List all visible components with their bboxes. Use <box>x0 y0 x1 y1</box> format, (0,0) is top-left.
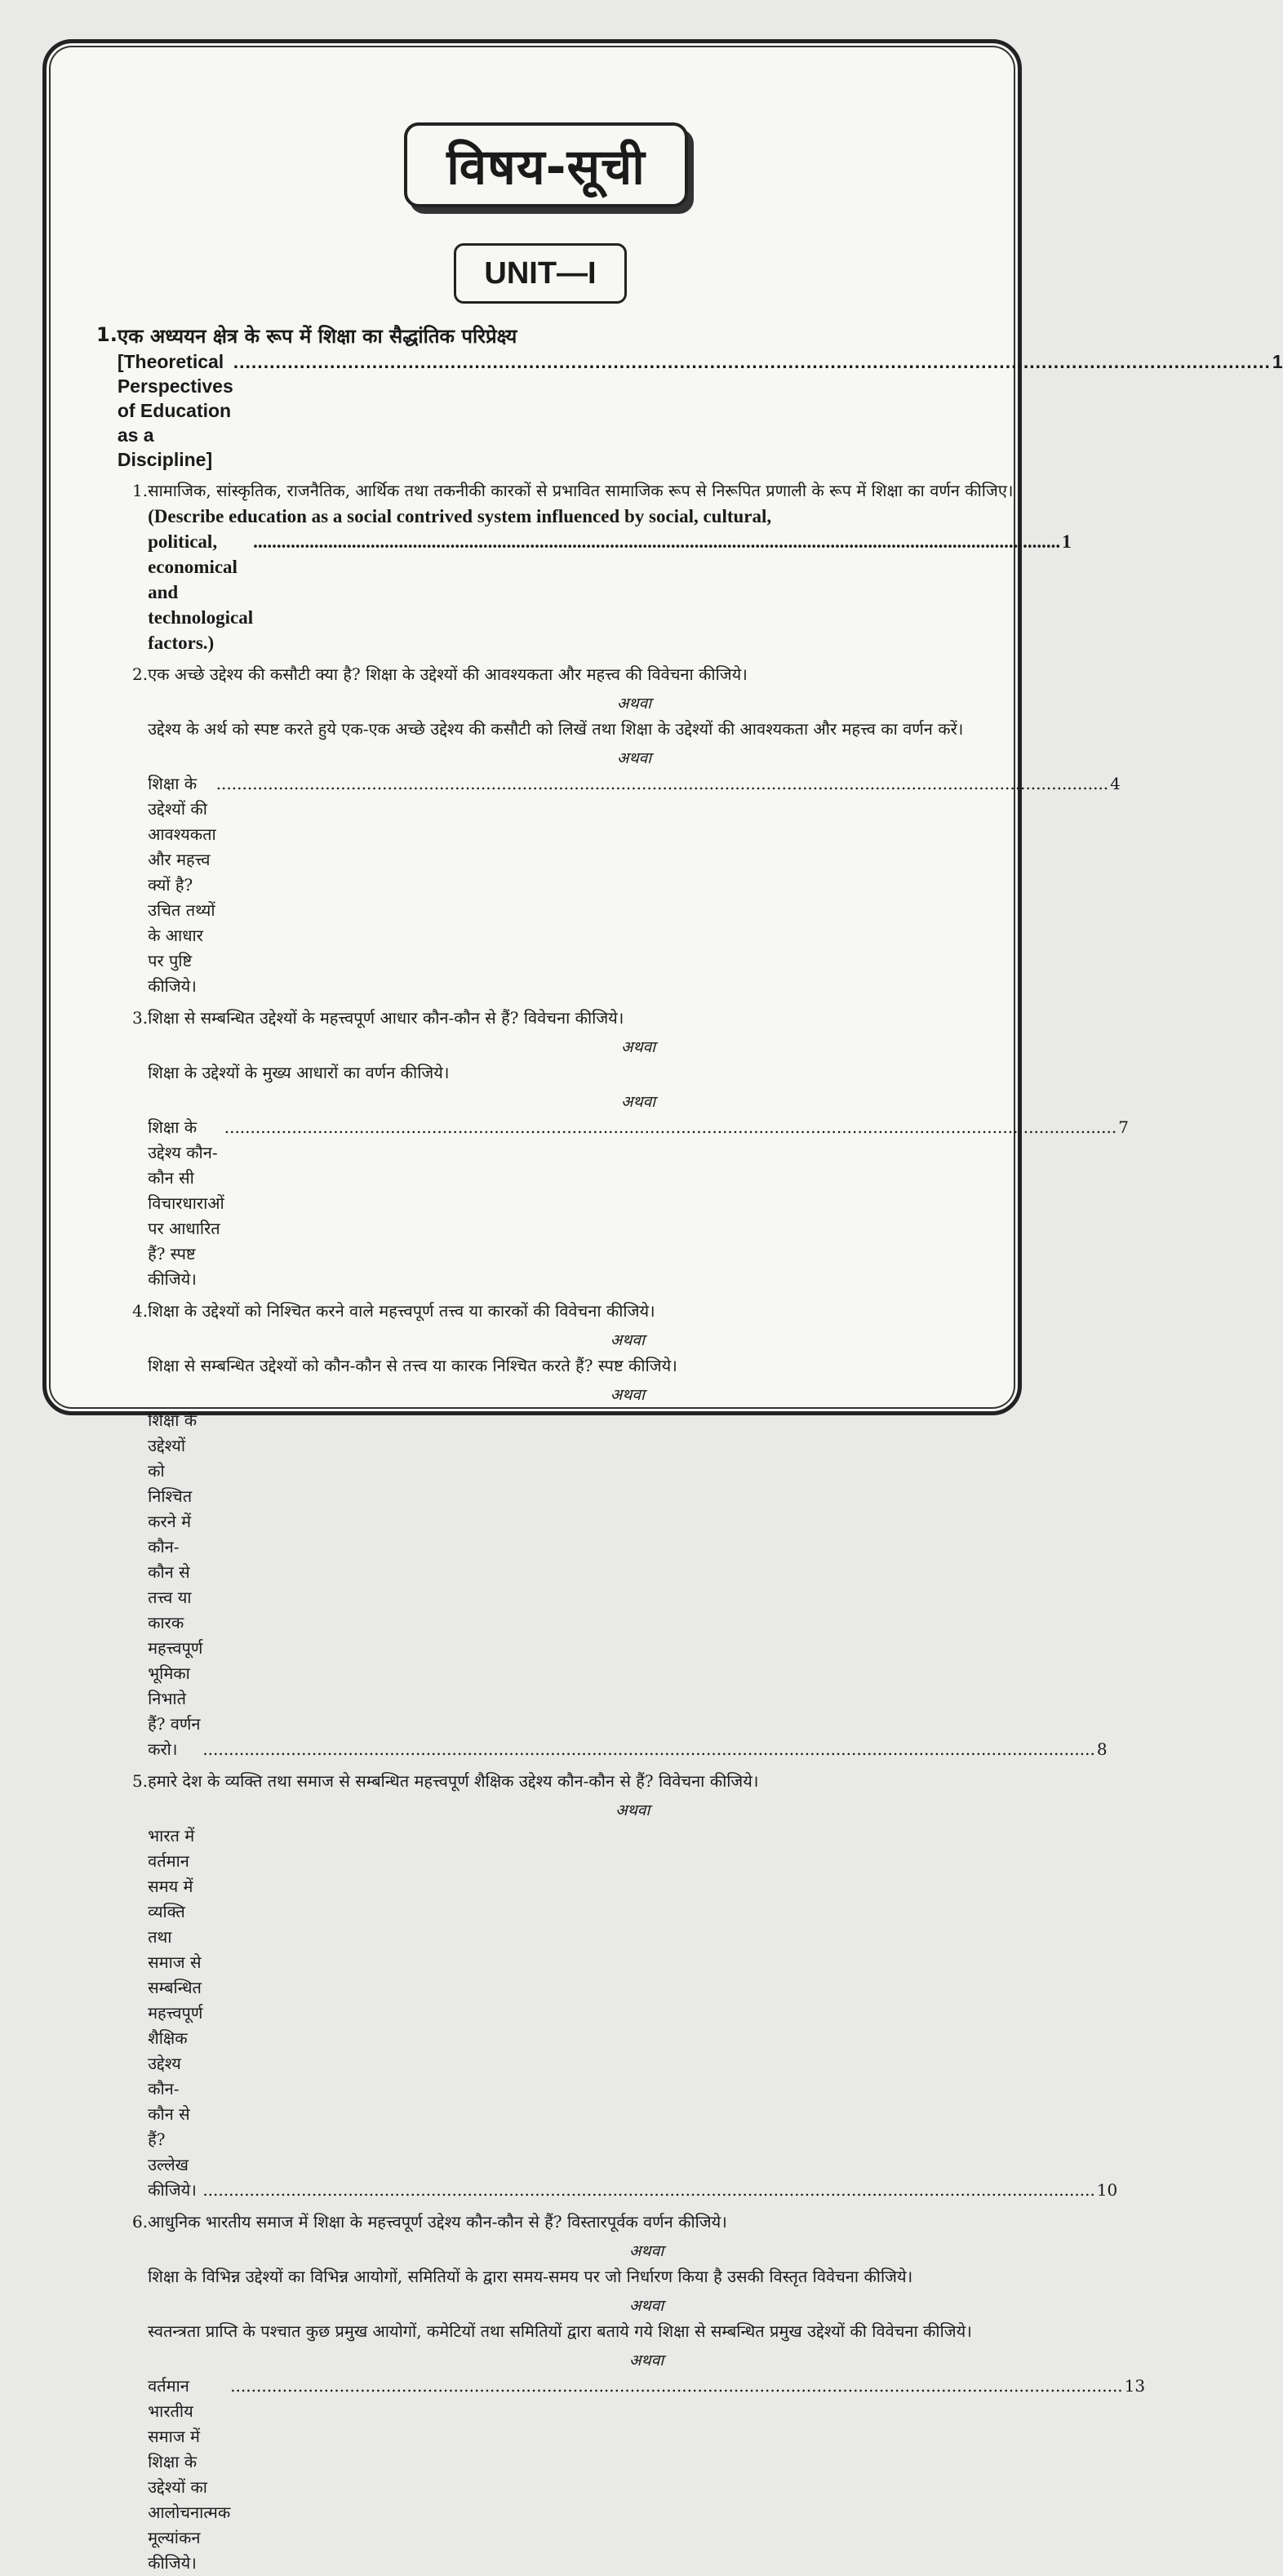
question-number: 2. <box>132 664 149 684</box>
question-number: 5. <box>132 1771 149 1791</box>
toc-question-1 <box>96 478 1072 655</box>
question-alt-1: शिक्षा के विभिन्न उद्देश्यों का विभिन्न आयोगों, समितियों के द्वारा समय-समय पर जो निर्धारण किया है उसकी विस्तृत विवेचना कीजिये। <box>148 2267 913 2286</box>
toc-question-5 <box>96 1769 1118 2203</box>
alt-separator: अथवा <box>615 1801 650 1819</box>
unit-box <box>454 243 627 304</box>
question-line-end <box>148 1823 1117 2203</box>
question-alt-1: भारत में वर्तमान समय में व्यक्ति तथा समाज से सम्बन्धित महत्त्वपूर्ण शैक्षिक उद्देश्य कौन-कौन से हैं? उल्लेख कीजिये। <box>148 1826 203 2200</box>
chapter-page: 1 <box>1272 351 1283 372</box>
dot-leader <box>224 1115 1117 1292</box>
toc-question-3 <box>96 1006 1129 1292</box>
question-number: 1. <box>132 481 149 500</box>
question-alt-1: उद्देश्य के अर्थ को स्पष्ट करते हुये एक-एक अच्छे उद्देश्य की कसौटी को लिखें तथा शिक्षा के उद्देश्यों की आवश्यकता और महत्त्व का वर्णन करें। <box>148 719 964 739</box>
question-text-english-2: political, economical and technological factors.) <box>148 531 254 653</box>
question-number: 4. <box>132 1301 149 1321</box>
question-line-end <box>148 1408 1107 1762</box>
question-line-end <box>148 529 1072 655</box>
question-alt-1: शिक्षा से सम्बन्धित उद्देश्यों को कौन-कौन से तत्त्व या कारक निश्चित करते हैं? स्पष्ट कीजिये। <box>148 1356 677 1375</box>
question-number: 3. <box>132 1008 149 1028</box>
dot-leader <box>230 2374 1122 2576</box>
dot-leader <box>202 1737 1094 1762</box>
chapter-title-hindi: एक अध्ययन क्षेत्र के रूप में शिक्षा का सैद्धांतिक परिप्रेक्ष्य <box>117 325 517 348</box>
chapter-heading <box>96 323 1283 472</box>
chapter-number: 1. <box>96 323 118 346</box>
question-alt-2: शिक्षा के उद्देश्यों की आवश्यकता और महत्त्व क्यों है? उचित तथ्यों के आधार पर पुष्टि कीजिये। <box>148 774 216 996</box>
question-page: 10 <box>1096 2180 1118 2200</box>
question-page: 13 <box>1124 2376 1146 2396</box>
alt-separator: अथवा <box>620 1038 656 1056</box>
alt-separator: अथवा <box>610 1331 645 1349</box>
question-page: 8 <box>1096 1739 1108 1759</box>
question-page: 1 <box>1062 531 1072 552</box>
unit-label: UNIT—I <box>484 255 597 291</box>
dot-leader <box>202 2178 1094 2203</box>
question-alt-2: शिक्षा के उद्देश्यों को निश्चित करने में कौन-कौन से तत्त्व या कारक महत्त्वपूर्ण भूमिका निभाते हैं? वर्णन करो। <box>148 1410 203 1759</box>
dot-leader <box>216 771 1108 999</box>
toc-question-4 <box>96 1299 1108 1762</box>
question-page: 4 <box>1110 774 1121 793</box>
question-text-hindi: हमारे देश के व्यक्ति तथा समाज से सम्बन्धित महत्त्वपूर्ण शैक्षिक उद्देश्य कौन-कौन से हैं? विवेचना कीजिये। <box>148 1771 759 1791</box>
question-text-hindi: आधुनिक भारतीय समाज में शिक्षा के महत्त्वपूर्ण उद्देश्य कौन-कौन से हैं? विस्तारपूर्वक वर्णन कीजिये। <box>148 2212 727 2232</box>
question-alt-1: शिक्षा के उद्देश्यों के मुख्य आधारों का वर्णन कीजिये। <box>148 1063 450 1082</box>
question-text-hindi: सामाजिक, सांस्कृतिक, राजनैतिक, आर्थिक तथा तकनीकी कारकों से प्रभावित सामाजिक रूप से निरूपित प्रणाली के रूप में शिक्षा का वर्णन कीजिए। <box>148 481 1014 500</box>
alt-separator: अथवा <box>629 2297 664 2315</box>
toc-title-box <box>404 122 688 207</box>
question-text-english-1: (Describe education as a social contrived system influenced by social, cultural, <box>148 506 772 526</box>
alt-separator: अथवा <box>629 2352 664 2369</box>
toc-question-6 <box>96 2210 1146 2576</box>
alt-separator: अथवा <box>616 695 652 713</box>
dot-leader <box>253 529 1060 655</box>
question-text-hindi: एक अच्छे उद्देश्य की कसौटी क्या है? शिक्षा के उद्देश्यों की आवश्यकता और महत्त्व की विवेचना कीजिये। <box>148 664 748 684</box>
question-number: 6. <box>132 2212 149 2232</box>
dot-leader <box>233 349 1271 472</box>
alt-separator: अथवा <box>629 2242 664 2260</box>
alt-separator: अथवा <box>616 749 652 767</box>
question-line-end <box>148 2374 1145 2576</box>
question-line-end <box>148 1115 1129 1292</box>
toc-question-2 <box>96 662 1121 999</box>
question-page: 7 <box>1118 1117 1129 1137</box>
question-line-end <box>148 771 1121 999</box>
question-text-hindi: शिक्षा के उद्देश्यों को निश्चित करने वाले महत्त्वपूर्ण तत्त्व या कारकों की विवेचना कीजिये। <box>148 1301 655 1321</box>
question-alt-3: वर्तमान भारतीय समाज में शिक्षा के उद्देश्यों का आलोचनात्मक मूल्यांकन कीजिये। <box>148 2376 231 2573</box>
question-alt-2: शिक्षा के उद्देश्य कौन-कौन सी विचारधाराओं पर आधारित हैं? स्पष्ट कीजिये। <box>148 1117 224 1289</box>
toc-title: विषय-सूची <box>446 139 646 196</box>
alt-separator: अथवा <box>610 1386 645 1404</box>
toc-content <box>96 323 1283 2576</box>
chapter-title-english-line <box>118 349 1283 472</box>
question-alt-2: स्वतन्त्रता प्राप्ति के पश्चात कुछ प्रमुख आयोगों, कमेटियों तथा समितियों द्वारा बताये गये शिक्षा से सम्बन्धित प्रमुख उद्देश्यों की विवेचना कीजिये। <box>148 2321 972 2341</box>
chapter-title-english: [Theoretical Perspectives of Education as a Discipline] <box>117 351 233 470</box>
question-text-hindi: शिक्षा से सम्बन्धित उद्देश्यों के महत्त्वपूर्ण आधार कौन-कौन से हैं? विवेचना कीजिये। <box>148 1008 624 1028</box>
alt-separator: अथवा <box>620 1093 656 1111</box>
